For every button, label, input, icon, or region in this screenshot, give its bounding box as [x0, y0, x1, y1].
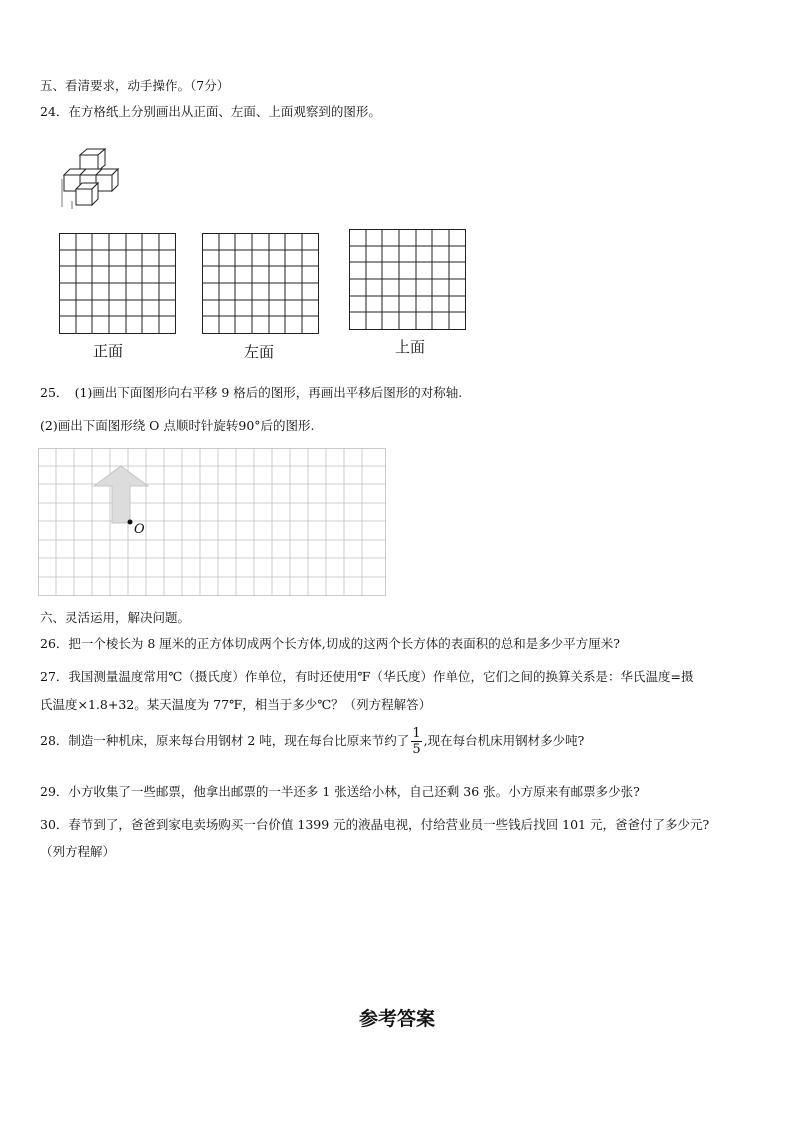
arrow-shape: [94, 466, 148, 523]
left-view-grid[interactable]: [202, 233, 320, 335]
q25-line1: 25． (1)画出下面图形向右平移 9 格后的图形，再画出平移后图形的对称轴.: [40, 385, 463, 400]
q27-line2: 氏温度×1.8+32。某天温度为 77℉，相当于多少℃？（列方程解答）: [40, 697, 432, 712]
cube-figure: [58, 145, 128, 211]
q27-line1: 27．我国测量温度常用℃（摄氏度）作单位，有时还使用℉（华氏度）作单位，它们之间的换算关系是：华氏温度=摄: [40, 669, 694, 684]
q30-line2: （列方程解）: [40, 844, 116, 859]
q25-grid[interactable]: [38, 448, 388, 596]
front-view-grid[interactable]: [59, 233, 177, 335]
left-view-caption: 左面: [244, 343, 275, 361]
section6-heading: 六、灵活运用，解决问题。: [40, 610, 191, 625]
answer-title: 参考答案: [358, 1008, 435, 1030]
q28-fraction: [411, 726, 421, 757]
point-o-label: O: [134, 522, 145, 537]
section5-heading: 五、看清要求，动手操作。（7分）: [40, 78, 230, 93]
q25-line2: (2)画出下面图形绕 O 点顺时针旋转90°后的图形.: [40, 418, 315, 433]
q26-text: 26．把一个棱长为 8 厘米的正方体切成两个长方体,切成的这两个长方体的表面积的总和是多少平方厘米?: [40, 636, 620, 651]
q24-text: 24．在方格纸上分别画出从正面、左面、上面观察到的图形。: [40, 104, 381, 119]
top-view-grid[interactable]: [349, 229, 467, 331]
front-view-caption: 正面: [93, 342, 124, 360]
point-o: [128, 520, 133, 525]
q28-after: ,现在每台机床用钢材多少吨?: [423, 733, 585, 748]
q28-frac-den: 5: [412, 742, 421, 757]
top-view-caption: 上面: [395, 338, 426, 356]
q28-frac-num: 1: [412, 726, 421, 741]
q28-line: [40, 724, 584, 758]
q29-text: 29．小方收集了一些邮票，他拿出邮票的一半还多 1 张送给小林，自己还剩 36 张。小方原来有邮票多少张?: [40, 784, 640, 799]
q28-before: 28．制造一种机床，原来每台用钢材 2 吨，现在每台比原来节约了: [40, 733, 410, 748]
q30-line1: 30．春节到了，爸爸到家电卖场购买一台价值 1399 元的液晶电视，付给营业员一些钱后找回 101 元，爸爸付了多少元?: [40, 817, 710, 832]
